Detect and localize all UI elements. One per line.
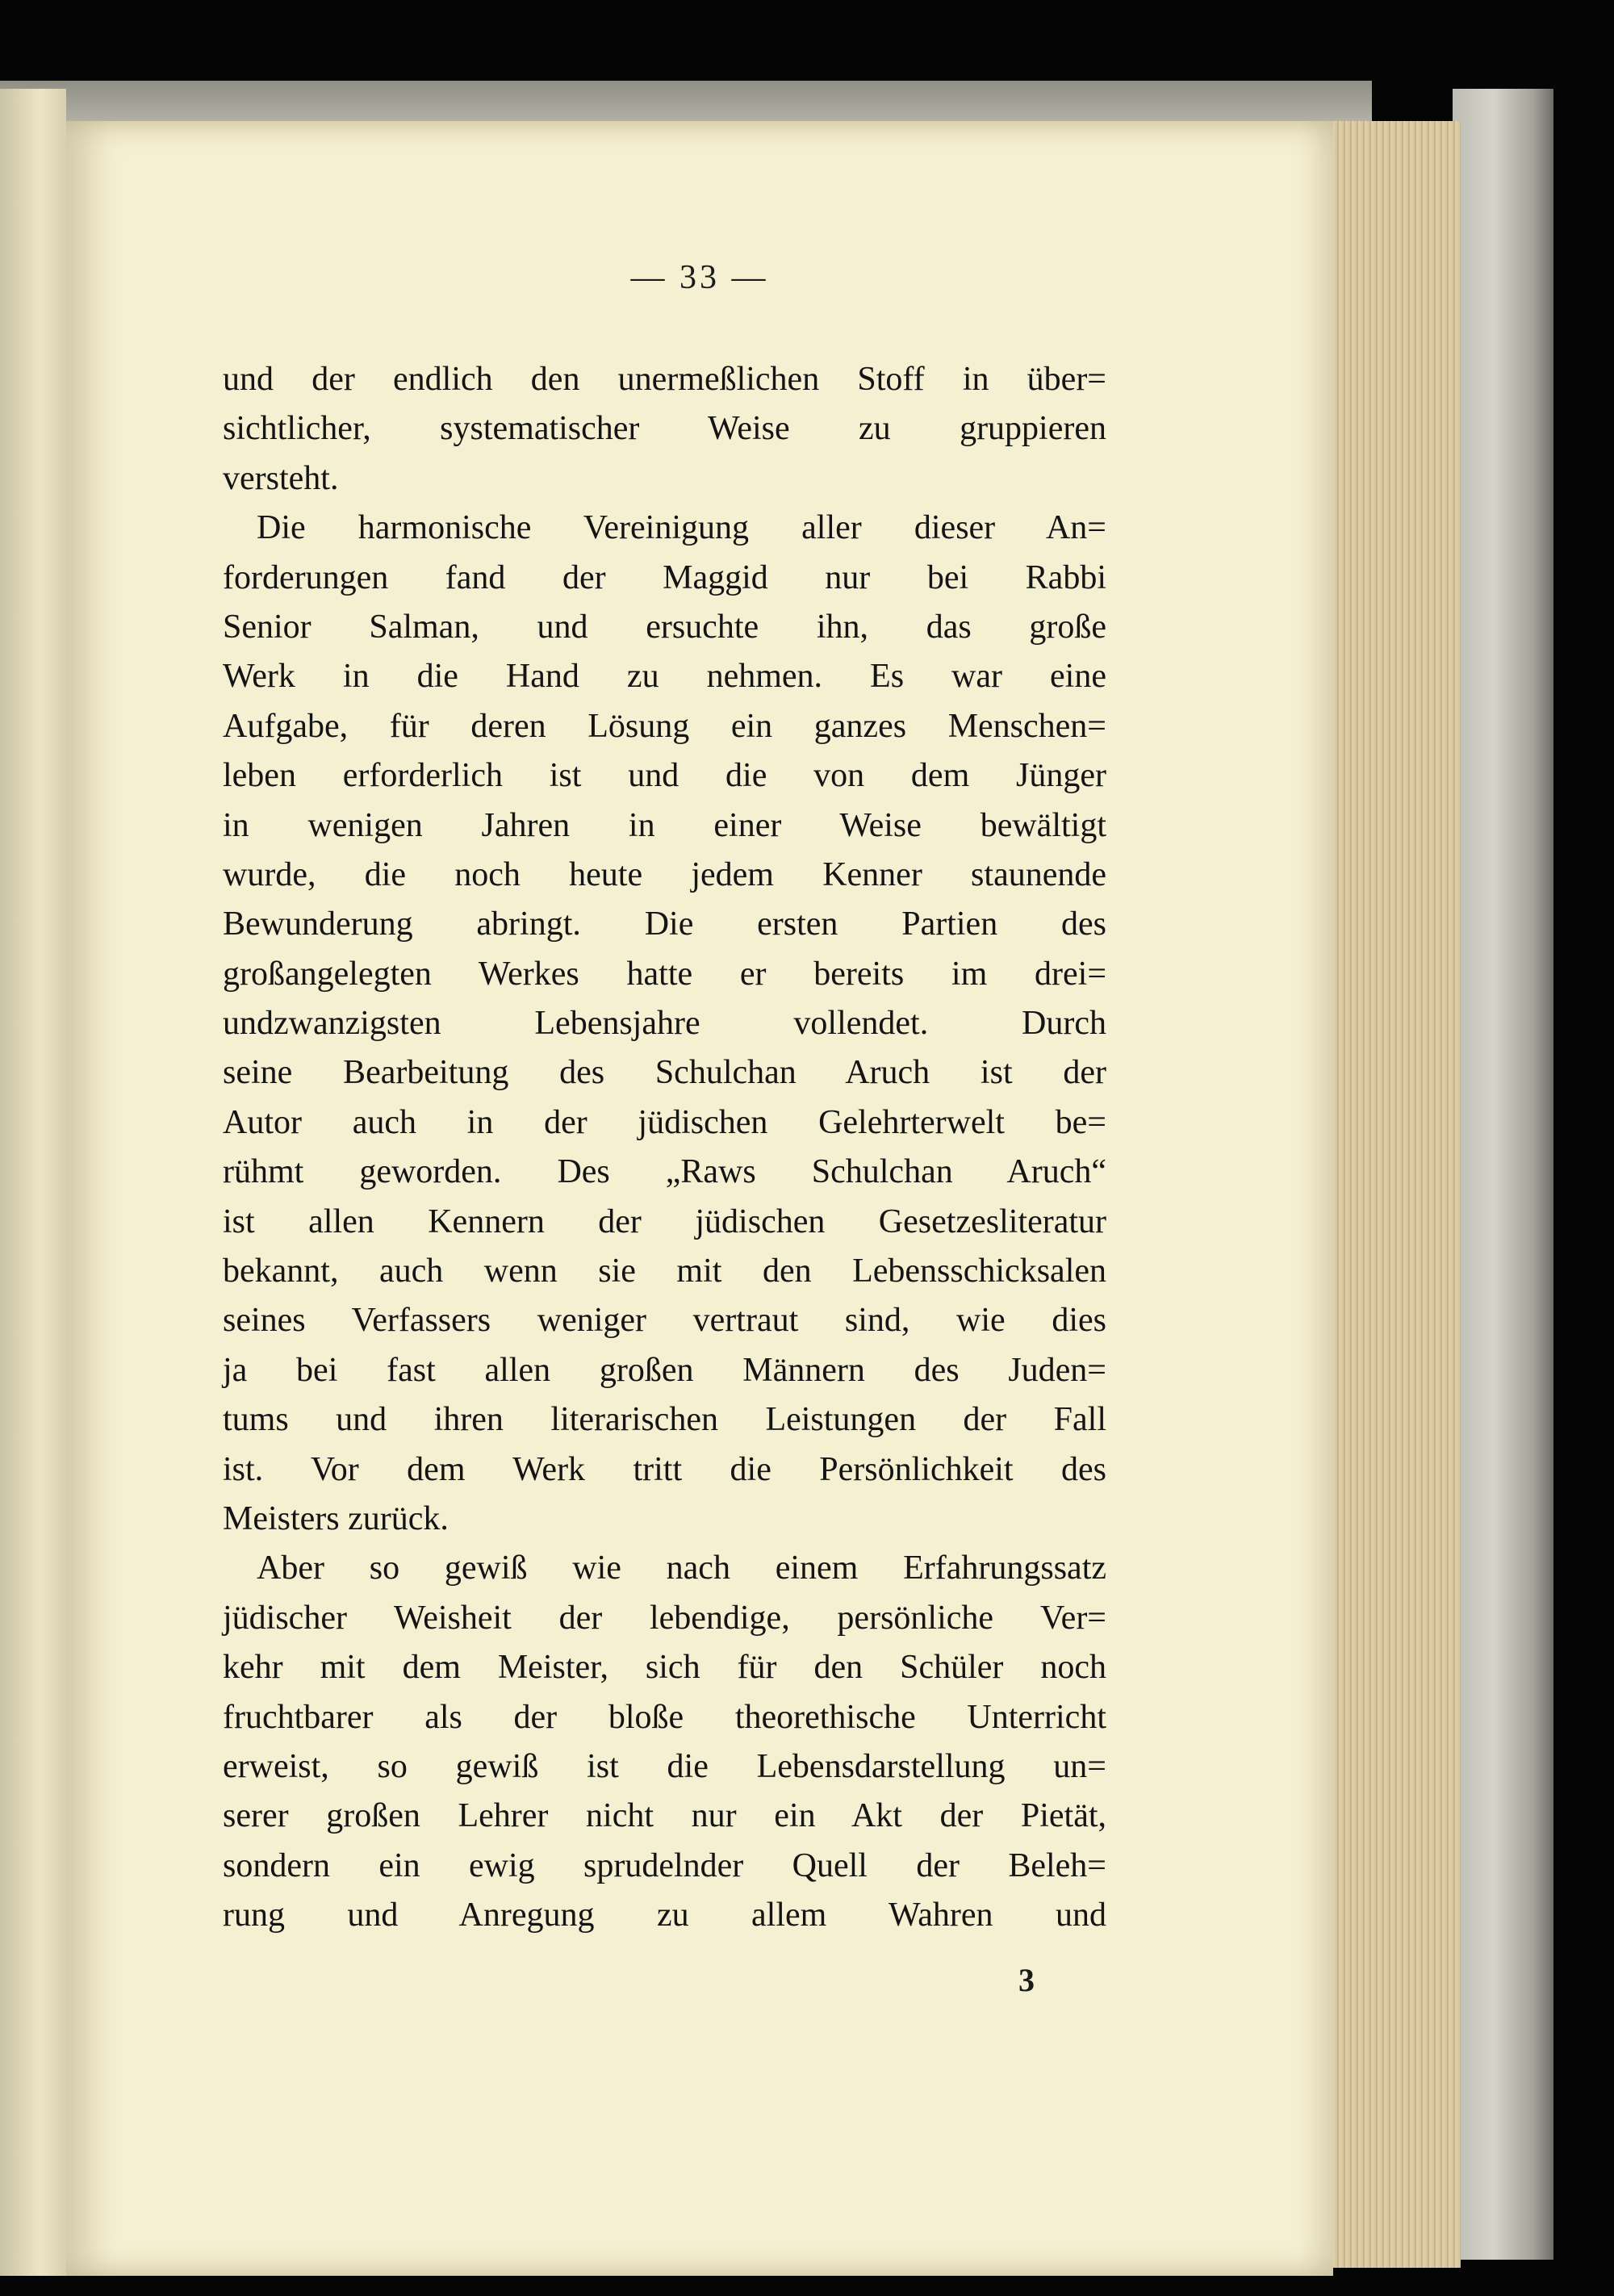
text-line: wurde, die noch heute jedem Kenner staunende bbox=[223, 855, 1106, 893]
text-line: leben erforderlich ist und die von dem Jünger bbox=[223, 757, 1106, 795]
text-line: Autor auch in der jüdischen Gelehrterwelt be= bbox=[223, 1103, 1106, 1141]
text-line: versteht. bbox=[223, 459, 339, 497]
text-line: erweist, so gewiß ist die Lebensdarstellung un= bbox=[223, 1747, 1106, 1785]
text-line: jüdischer Weisheit der lebendige, persönliche Ver= bbox=[223, 1599, 1106, 1637]
page-stack-edges bbox=[1315, 121, 1461, 2268]
text-line: ist. Vor dem Werk tritt die Persönlichkeit des bbox=[223, 1450, 1106, 1488]
book-cover-right-edge bbox=[1453, 89, 1553, 2260]
text-line: serer großen Lehrer nicht nur ein Akt der Pietät, bbox=[223, 1797, 1106, 1835]
text-line: forderungen fand der Maggid nur bei Rabbi bbox=[223, 558, 1106, 596]
text-line: großangelegten Werkes hatte er bereits im drei= bbox=[223, 955, 1106, 993]
text-line: Aufgabe, für deren Lösung ein ganzes Menschen= bbox=[223, 707, 1106, 745]
text-line: Werk in die Hand zu nehmen. Es war eine bbox=[223, 658, 1106, 696]
paragraph-start-line: Die harmonische Vereinigung aller dieser An= bbox=[257, 509, 1106, 547]
text-line: sichtlicher, systematischer Weise zu gruppieren bbox=[223, 410, 1106, 448]
page-number-header: — 33 — bbox=[630, 259, 769, 296]
text-line: kehr mit dem Meister, sich für den Schüler noch bbox=[223, 1649, 1106, 1687]
text-line: tums und ihren literarischen Leistungen der Fall bbox=[223, 1401, 1106, 1439]
text-line: Bewunderung abringt. Die ersten Partien des bbox=[223, 905, 1106, 943]
paragraph-start-line: Aber so gewiß wie nach einem Erfahrungssatz bbox=[257, 1549, 1106, 1587]
text-line: fruchtbarer als der bloße theorethische Unterricht bbox=[223, 1698, 1106, 1736]
text-line: ja bei fast allen großen Männern des Juden= bbox=[223, 1351, 1106, 1389]
text-line: rung und Anregung zu allem Wahren und bbox=[223, 1897, 1106, 1934]
text-line: in wenigen Jahren in einer Weise bewältigt bbox=[223, 806, 1106, 844]
left-page-edge bbox=[0, 89, 66, 2276]
printer-signature-mark: 3 bbox=[1018, 1962, 1035, 1998]
text-line: bekannt, auch wenn sie mit den Lebensschicksalen bbox=[223, 1253, 1106, 1290]
page-body-text bbox=[223, 355, 1106, 1941]
text-line: rühmt geworden. Des „Raws Schulchan Aruch“ bbox=[223, 1153, 1106, 1191]
text-line: undzwanzigsten Lebensjahre vollendet. Durch bbox=[223, 1005, 1106, 1043]
text-line: ist allen Kennern der jüdischen Gesetzesliteratur bbox=[223, 1202, 1106, 1240]
text-line: seine Bearbeitung des Schulchan Aruch ist der bbox=[223, 1054, 1106, 1092]
text-line: sondern ein ewig sprudelnder Quell der Beleh= bbox=[223, 1846, 1106, 1884]
text-line: Meisters zurück. bbox=[223, 1499, 449, 1537]
book-page bbox=[66, 121, 1333, 2276]
text-line: Senior Salman, und ersuchte ihn, das große bbox=[223, 608, 1106, 646]
text-line: und der endlich den unermeßlichen Stoff in über= bbox=[223, 361, 1106, 398]
text-line: seines Verfassers weniger vertraut sind, wie dies bbox=[223, 1302, 1106, 1340]
